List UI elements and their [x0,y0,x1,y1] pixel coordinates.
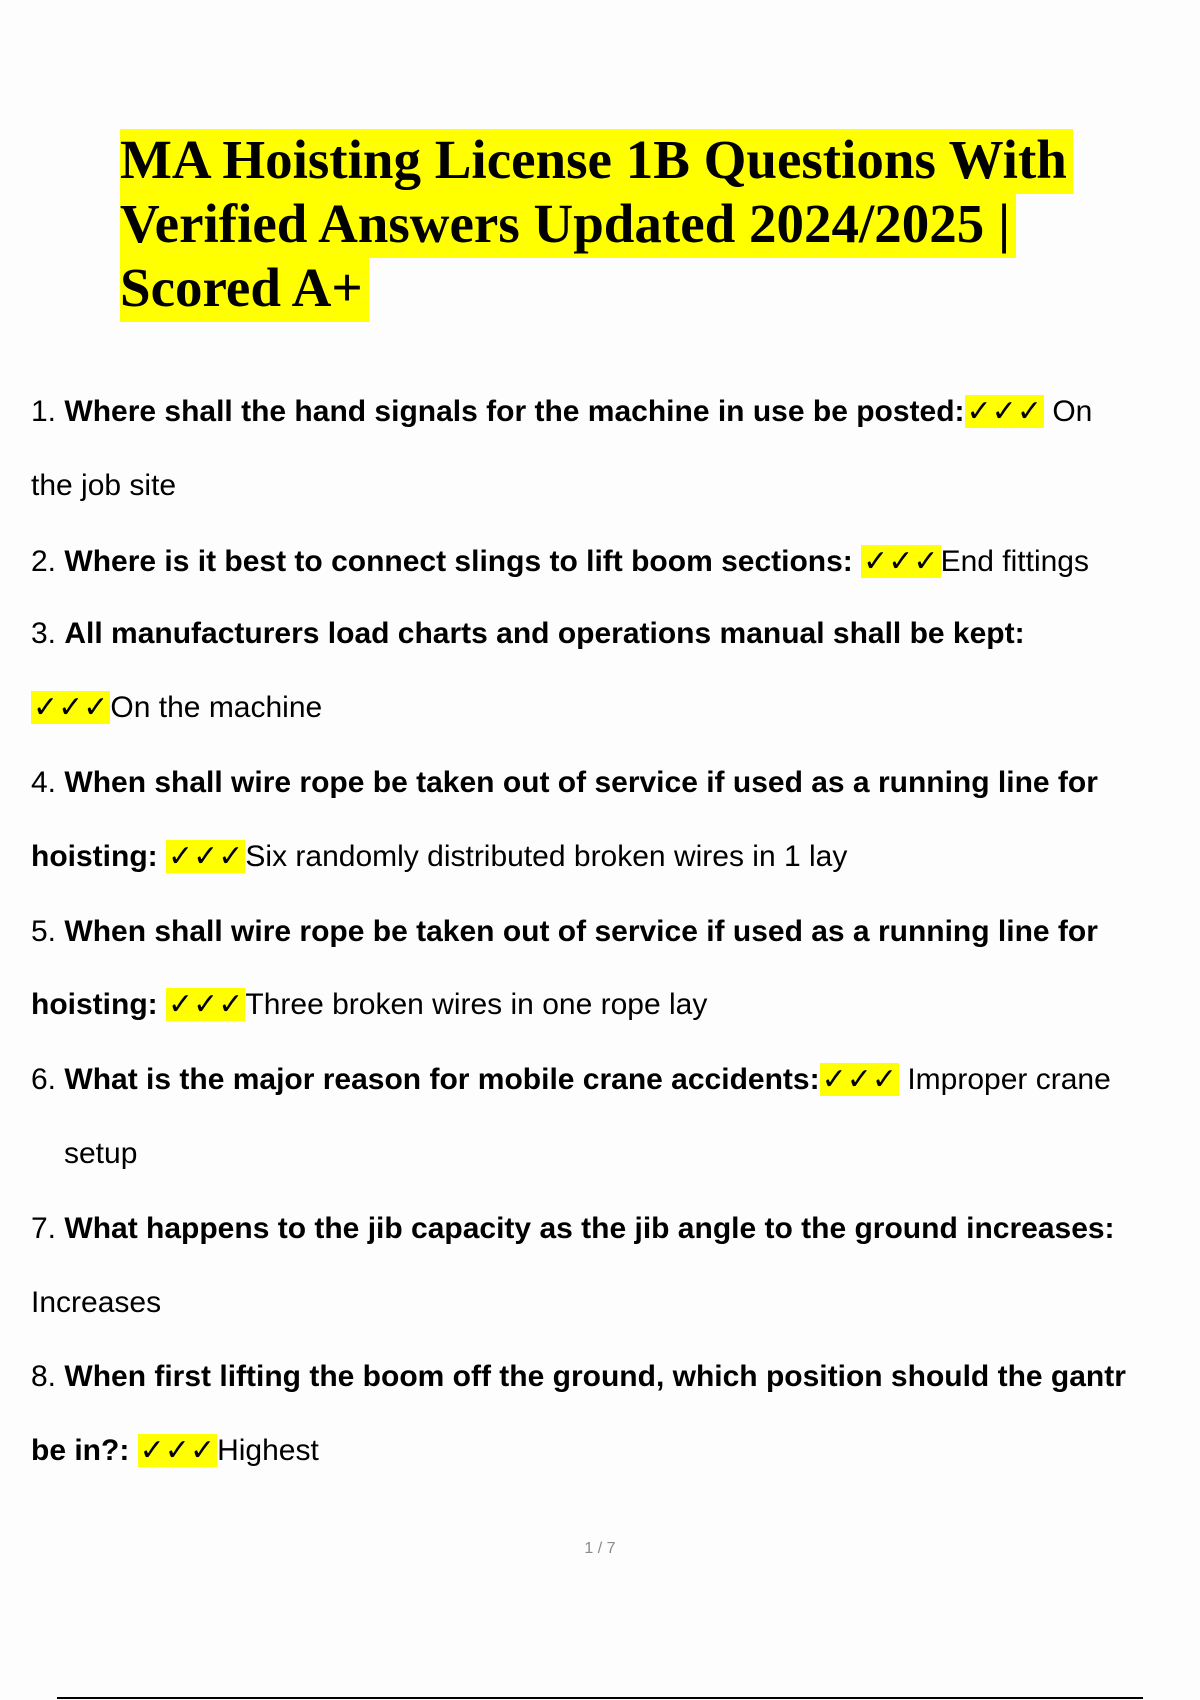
answer-text: the job site [31,469,177,502]
answer-line [64,1135,137,1173]
question-line [31,1061,1111,1099]
checkmark-icon: ✓✓✓ [167,840,244,873]
answer-line [31,986,707,1024]
question-text: When first lifting the boom off the ground, which position should the gantr [64,1360,1126,1393]
checkmark-icon: ✓✓✓ [139,1434,216,1467]
question-text: be in?: [31,1434,130,1467]
answer-line [31,689,322,727]
title-highlight: MA Hoisting License 1B Questions With Verified Answers Updated 2024/2025 | Scored A+ [120,129,1073,322]
question-text: All manufacturers load charts and operations manual shall be kept: [64,617,1025,650]
checkmark-icon: ✓✓✓ [821,1063,897,1096]
question-line [31,615,1025,653]
question-text: What is the major reason for mobile crane accidents: [64,1063,820,1096]
answer-text: Three broken wires in one rope lay [245,988,708,1021]
answer-line [31,1432,319,1470]
item-number: 5. [31,915,57,948]
question-text: Where shall the hand signals for the machine in use be posted: [64,395,965,428]
question-line [31,1358,1126,1396]
question-text: When shall wire rope be taken out of service if used as a running line for [64,915,1098,948]
answer-text: Six randomly distributed broken wires in 1 lay [245,840,848,873]
checkmark-icon: ✓✓✓ [863,545,939,578]
question-line [31,543,1089,581]
answer-text: End fittings [940,545,1089,578]
item-number: 1. [31,395,57,428]
checkmark-icon: ✓✓✓ [966,395,1042,428]
answer-text: Highest [217,1434,319,1467]
item-number: 6. [31,1063,57,1096]
question-text: Where is it best to connect slings to lift boom sections: [64,545,853,578]
question-line [31,1210,1115,1248]
answer-text: On the machine [110,691,323,724]
question-text: What happens to the jib capacity as the jib angle to the ground increases: [64,1212,1115,1245]
item-number: 8. [31,1360,57,1393]
answer-line [31,467,176,505]
answer-text: setup [64,1137,138,1170]
answer-line [31,838,847,876]
item-number: 7. [31,1212,57,1245]
question-text: hoisting: [31,840,158,873]
item-number: 2. [31,545,57,578]
answer-text: On [1052,395,1093,428]
page-divider [57,1697,1143,1699]
answer-text: Increases [31,1286,162,1319]
question-line [31,764,1098,802]
question-text: hoisting: [31,988,158,1021]
question-line [31,393,1092,431]
page-indicator: 1 / 7 [584,1540,616,1557]
answer-line [31,1284,161,1322]
checkmark-icon: ✓✓✓ [33,691,109,724]
answer-text: Improper crane [907,1063,1111,1096]
question-line [31,913,1098,951]
item-number: 3. [31,617,57,650]
item-number: 4. [31,766,57,799]
checkmark-icon: ✓✓✓ [167,988,244,1021]
question-text: When shall wire rope be taken out of service if used as a running line for [64,766,1098,799]
